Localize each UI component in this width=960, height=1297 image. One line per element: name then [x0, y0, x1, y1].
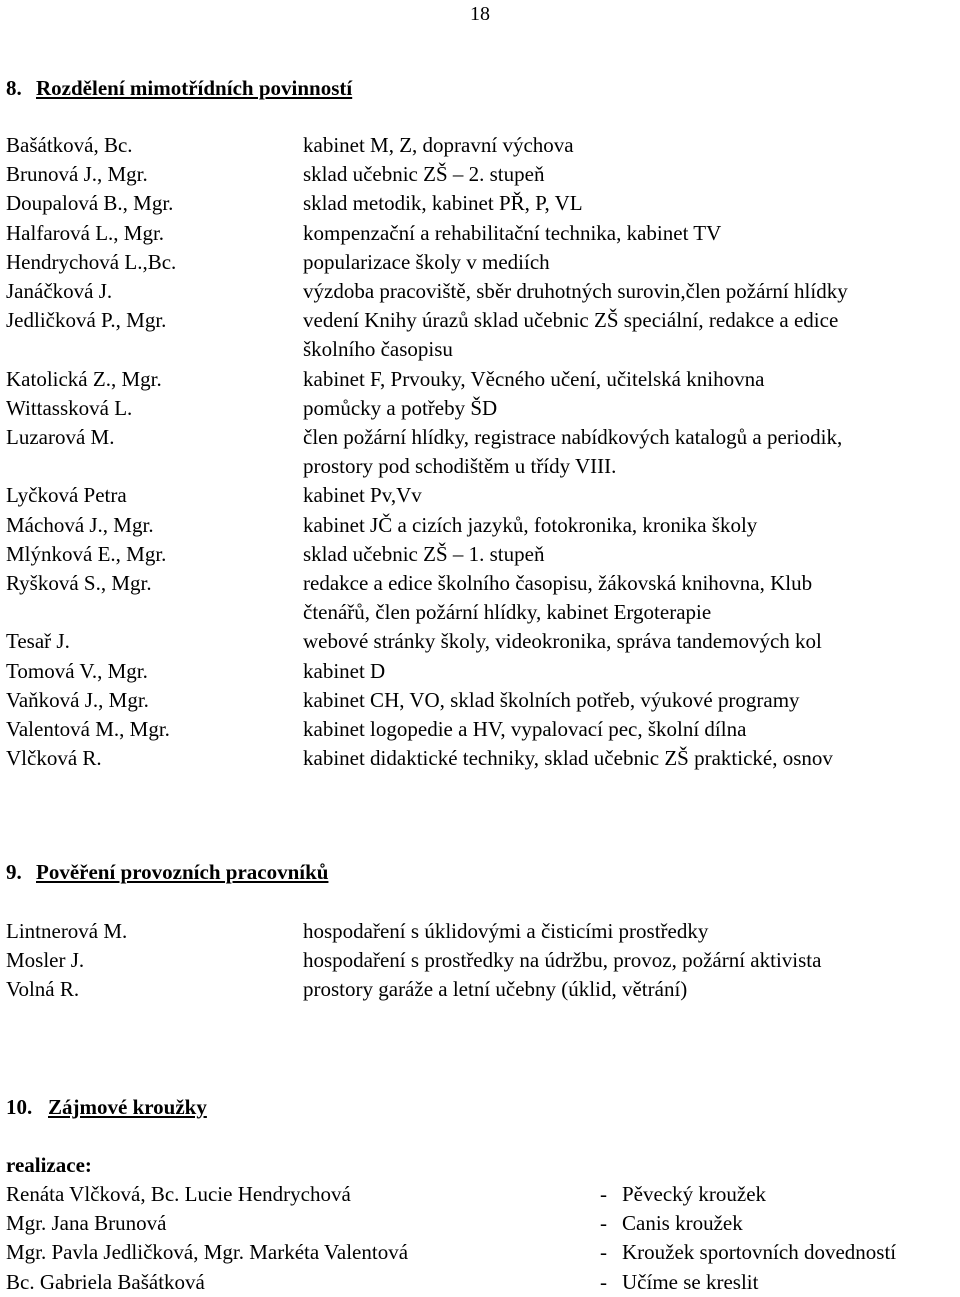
- duty-text: kabinet didaktické techniky, sklad učebnic ZŠ praktické, osnov: [303, 746, 833, 771]
- duty-row: [6, 686, 960, 715]
- person-name: Katolická Z., Mgr.: [6, 366, 162, 391]
- person-name: Doupalová B., Mgr.: [6, 191, 174, 216]
- duty-text-continuation: školního časopisu: [303, 337, 453, 362]
- person-name: Valentová M., Mgr.: [6, 717, 170, 742]
- person-name: Wittassková L.: [6, 395, 133, 420]
- club-name: Canis kroužek: [622, 1211, 743, 1236]
- duty-text: hospodaření s úklidovými a čisticími prostředky: [303, 919, 709, 943]
- duty-text: kabinet F, Prvouky, Věcného učení, učitelská knihovna: [303, 366, 765, 391]
- list-dash: -: [600, 1182, 607, 1206]
- duty-row-continuation: [6, 598, 960, 627]
- duty-row: [6, 627, 960, 656]
- list-dash: -: [600, 1240, 607, 1265]
- duty-text: sklad učebnic ZŠ – 2. stupeň: [303, 162, 545, 187]
- duty-row: [6, 540, 960, 569]
- person-name: Volná R.: [6, 977, 80, 1002]
- section-9-table: [6, 917, 960, 1005]
- club-leaders: Renáta Vlčková, Bc. Lucie Hendrychová: [6, 1182, 351, 1206]
- person-name: Halfarová L., Mgr.: [6, 220, 165, 245]
- person-name: Vlčková R.: [6, 746, 102, 771]
- person-name: Ryšková S., Mgr.: [6, 571, 152, 596]
- person-name: Lyčková Petra: [6, 483, 127, 508]
- person-name: Máchová J., Mgr.: [6, 512, 154, 537]
- person-name: Bašátková, Bc.: [6, 133, 133, 157]
- duty-row: [6, 569, 960, 598]
- duty-text-continuation: čtenářů, člen požární hlídky, kabinet Ergoterapie: [303, 600, 712, 625]
- person-name: Brunová J., Mgr.: [6, 162, 148, 187]
- duty-text: sklad metodik, kabinet PŘ, P, VL: [303, 191, 583, 216]
- person-name: Lintnerová M.: [6, 919, 128, 943]
- club-row: [6, 1180, 960, 1209]
- duty-row-continuation: [6, 452, 960, 481]
- duty-text: popularizace školy v mediích: [303, 249, 550, 274]
- duty-row: [6, 481, 960, 510]
- duty-row: [6, 657, 960, 686]
- duty-row: [6, 277, 960, 306]
- duty-row: [6, 511, 960, 540]
- duty-row: [6, 423, 960, 452]
- duty-row: [6, 189, 960, 218]
- person-name: Vaňková J., Mgr.: [6, 687, 149, 712]
- duty-row: [6, 365, 960, 394]
- staff-row: [6, 917, 960, 946]
- duty-row: [6, 248, 960, 277]
- list-dash: -: [600, 1269, 607, 1294]
- duty-text: kabinet CH, VO, sklad školních potřeb, výukové programy: [303, 687, 800, 712]
- duty-row: [6, 219, 960, 248]
- page-number: 18: [470, 3, 490, 25]
- duty-text: pomůcky a potřeby ŠD: [303, 395, 498, 420]
- duty-text: sklad učebnic ZŠ – 1. stupeň: [303, 541, 545, 566]
- club-row: [6, 1268, 960, 1297]
- duty-text: výzdoba pracoviště, sběr druhotných surovin,člen požární hlídky: [303, 279, 848, 304]
- section-9-heading: [6, 858, 328, 887]
- club-name: Učíme se kreslit: [622, 1269, 759, 1294]
- club-leaders: Mgr. Pavla Jedličková, Mgr. Markéta Valentová: [6, 1240, 409, 1265]
- clubs-list: [6, 1180, 960, 1297]
- realizace-subheading: realizace:: [6, 1153, 92, 1177]
- person-name: Tomová V., Mgr.: [6, 658, 148, 683]
- club-row: [6, 1209, 960, 1238]
- section-8-title: Rozdělení mimotřídních povinností: [36, 76, 353, 100]
- duty-text: webové stránky školy, videokronika, správa tandemových kol: [303, 629, 822, 654]
- duty-text: hospodaření s prostředky na údržbu, provoz, požární aktivista: [303, 948, 822, 973]
- duty-row: [6, 131, 960, 160]
- club-leaders: Mgr. Jana Brunová: [6, 1211, 167, 1236]
- club-name: Pěvecký kroužek: [622, 1182, 767, 1206]
- staff-row: [6, 946, 960, 975]
- duty-row: [6, 744, 960, 773]
- section-10-heading: [6, 1093, 207, 1122]
- duty-text: kompenzační a rehabilitační technika, kabinet TV: [303, 220, 722, 245]
- duty-text: kabinet D: [303, 658, 386, 683]
- section-8-heading: [6, 74, 352, 103]
- duty-text: kabinet logopedie a HV, vypalovací pec, školní dílna: [303, 717, 747, 742]
- section-9-title: Pověření provozních pracovníků: [36, 860, 329, 884]
- club-name: Kroužek sportovních dovedností: [622, 1240, 897, 1265]
- person-name: Hendrychová L.,Bc.: [6, 249, 177, 274]
- section-10-title: Zájmové kroužky: [48, 1095, 207, 1119]
- duty-row: [6, 394, 960, 423]
- person-name: Luzarová M.: [6, 425, 115, 450]
- duty-text: redakce a edice školního časopisu, žákovská knihovna, Klub: [303, 571, 813, 596]
- duty-row: [6, 715, 960, 744]
- club-row: [6, 1238, 960, 1267]
- duty-text: kabinet M, Z, dopravní výchova: [303, 133, 574, 157]
- section-8-table: [6, 131, 960, 773]
- duty-row: [6, 160, 960, 189]
- person-name: Janáčková J.: [6, 279, 113, 304]
- duty-text: kabinet JČ a cizích jazyků, fotokronika, kronika školy: [303, 512, 758, 537]
- list-dash: -: [600, 1211, 607, 1236]
- duty-text: člen požární hlídky, registrace nabídkových katalogů a periodik,: [303, 425, 843, 450]
- section-8-number: 8.: [6, 76, 22, 100]
- duty-text-continuation: prostory pod schodištěm u třídy VIII.: [303, 454, 617, 479]
- duty-row-continuation: [6, 335, 960, 364]
- duty-text: kabinet Pv,Vv: [303, 483, 422, 508]
- duty-text: vedení Knihy úrazů sklad učebnic ZŠ speciální, redakce a edice: [303, 308, 839, 333]
- person-name: Mosler J.: [6, 948, 85, 973]
- duty-text: prostory garáže a letní učebny (úklid, větrání): [303, 977, 688, 1002]
- section-10-number: 10.: [6, 1095, 33, 1119]
- club-leaders: Bc. Gabriela Bašátková: [6, 1269, 205, 1294]
- person-name: Tesař J.: [6, 629, 70, 654]
- section-9-number: 9.: [6, 860, 22, 884]
- person-name: Jedličková P., Mgr.: [6, 308, 167, 333]
- duty-row: [6, 306, 960, 335]
- person-name: Mlýnková E., Mgr.: [6, 541, 167, 566]
- staff-row: [6, 975, 960, 1004]
